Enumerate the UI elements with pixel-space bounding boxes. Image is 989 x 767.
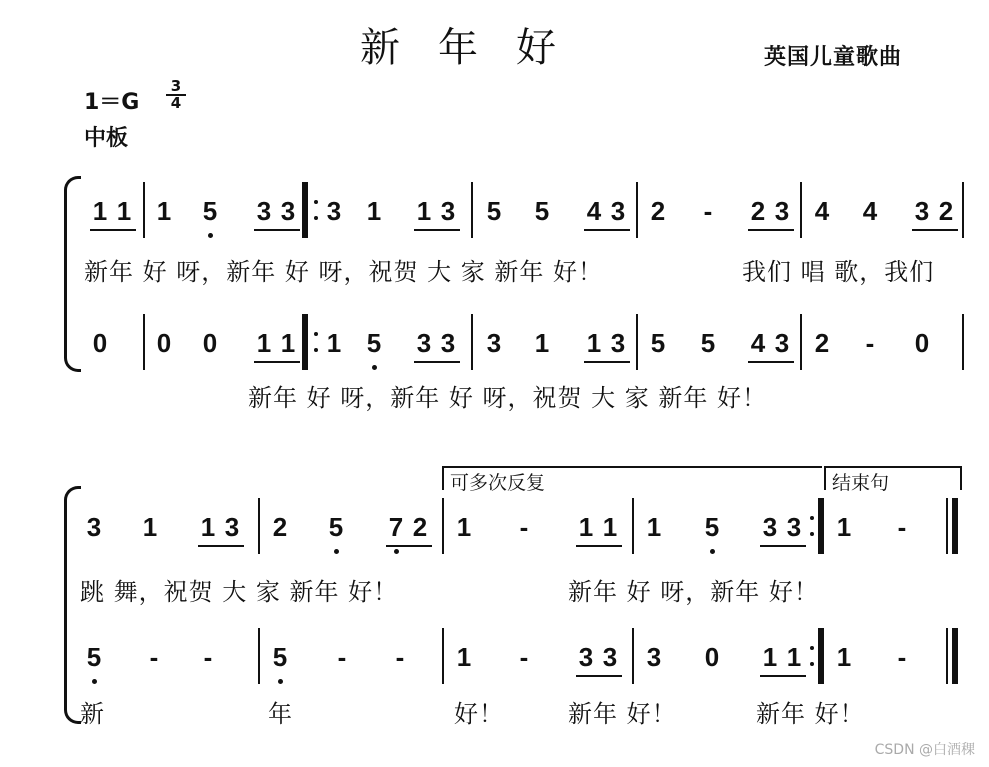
note: 1 <box>646 512 662 542</box>
note: 0 <box>92 328 108 358</box>
lyric-line-4e: 新年 好！ <box>756 700 865 728</box>
note: 3 <box>416 328 432 358</box>
note: 5 <box>486 196 502 226</box>
note: 4 <box>862 196 878 226</box>
note: 3 <box>256 196 272 226</box>
note: 3 <box>602 642 618 672</box>
note: 3 <box>486 328 502 358</box>
note: 5 <box>534 196 550 226</box>
note: - <box>519 512 529 542</box>
note: - <box>897 642 907 672</box>
staff-4 <box>0 626 989 690</box>
song-title: 新年好 <box>360 25 594 71</box>
note: 1 <box>142 512 158 542</box>
tempo-marking: 中板 <box>84 126 129 151</box>
note: 1 <box>836 512 852 542</box>
watermark: CSDN @白酒稞 <box>874 742 975 758</box>
song-origin: 英国儿童歌曲 <box>764 45 903 70</box>
note: - <box>703 196 713 226</box>
note: 3 <box>280 196 296 226</box>
lyric-line-1b: 我们 唱 歌，我们 <box>742 258 935 286</box>
lyric-line-4b: 年 <box>268 700 293 728</box>
lyric-line-2: 新年 好 呀，新年 好 呀，祝贺 大 家 新年 好！ <box>248 384 768 412</box>
lyric-line-3b: 新年 好 呀，新年 好！ <box>568 578 819 606</box>
volta-2-label: 结束句 <box>832 472 890 494</box>
note: - <box>395 642 405 672</box>
staff-2 <box>0 312 989 376</box>
time-top: 3 <box>166 79 186 96</box>
note: 4 <box>814 196 830 226</box>
note: 1 <box>456 642 472 672</box>
note: 3 <box>86 512 102 542</box>
note: 4 <box>586 196 602 226</box>
note: 4 <box>750 328 766 358</box>
note: 0 <box>156 328 172 358</box>
time-signature <box>166 79 186 111</box>
note: 2 <box>650 196 666 226</box>
note: 1 <box>762 642 778 672</box>
note: 5 <box>328 512 344 542</box>
note: 1 <box>416 196 432 226</box>
note: 0 <box>704 642 720 672</box>
key-signature: 1＝G <box>84 90 140 115</box>
lyric-line-4c: 好！ <box>454 700 504 728</box>
note: 3 <box>326 196 342 226</box>
note: 3 <box>914 196 930 226</box>
note: 3 <box>610 328 626 358</box>
note: 3 <box>762 512 778 542</box>
note: 1 <box>534 328 550 358</box>
note: 5 <box>700 328 716 358</box>
note: 3 <box>224 512 240 542</box>
lyric-line-1a: 新年 好 呀，新年 好 呀，祝贺 大 家 新年 好！ <box>84 258 604 286</box>
note: - <box>337 642 347 672</box>
note: 2 <box>750 196 766 226</box>
time-bottom: 4 <box>170 94 182 112</box>
note: - <box>519 642 529 672</box>
note: - <box>865 328 875 358</box>
note: 2 <box>814 328 830 358</box>
note: 1 <box>836 642 852 672</box>
volta-2 <box>824 466 962 494</box>
volta-1 <box>442 466 822 494</box>
lyric-line-4d: 新年 好！ <box>568 700 677 728</box>
note: 5 <box>650 328 666 358</box>
staff-1 <box>0 180 989 244</box>
note: 1 <box>578 512 594 542</box>
note: 0 <box>202 328 218 358</box>
staff-3 <box>0 496 989 560</box>
note: 1 <box>92 196 108 226</box>
note: 2 <box>412 512 428 542</box>
note: 3 <box>774 328 790 358</box>
note: 2 <box>938 196 954 226</box>
note: 1 <box>256 328 272 358</box>
note: - <box>897 512 907 542</box>
note: 5 <box>704 512 720 542</box>
note: 5 <box>86 642 102 672</box>
note: 3 <box>440 328 456 358</box>
note: 1 <box>116 196 132 226</box>
note: 5 <box>366 328 382 358</box>
note: 2 <box>272 512 288 542</box>
note: 3 <box>440 196 456 226</box>
lyric-line-3: 跳 舞，祝贺 大 家 新年 好！ <box>80 578 399 606</box>
note: - <box>203 642 213 672</box>
volta-1-label: 可多次反复 <box>450 472 546 494</box>
note: 1 <box>602 512 618 542</box>
note: 1 <box>326 328 342 358</box>
note: 3 <box>774 196 790 226</box>
note: 3 <box>610 196 626 226</box>
note: 1 <box>586 328 602 358</box>
note: 1 <box>786 642 802 672</box>
note: 3 <box>578 642 594 672</box>
note: 3 <box>646 642 662 672</box>
note: - <box>149 642 159 672</box>
note: 7 <box>388 512 404 542</box>
note: 1 <box>366 196 382 226</box>
note: 1 <box>200 512 216 542</box>
note: 5 <box>272 642 288 672</box>
note: 1 <box>456 512 472 542</box>
note: 5 <box>202 196 218 226</box>
lyric-line-4a: 新 <box>80 700 105 728</box>
note: 0 <box>914 328 930 358</box>
note: 1 <box>280 328 296 358</box>
note: 1 <box>156 196 172 226</box>
note: 3 <box>786 512 802 542</box>
